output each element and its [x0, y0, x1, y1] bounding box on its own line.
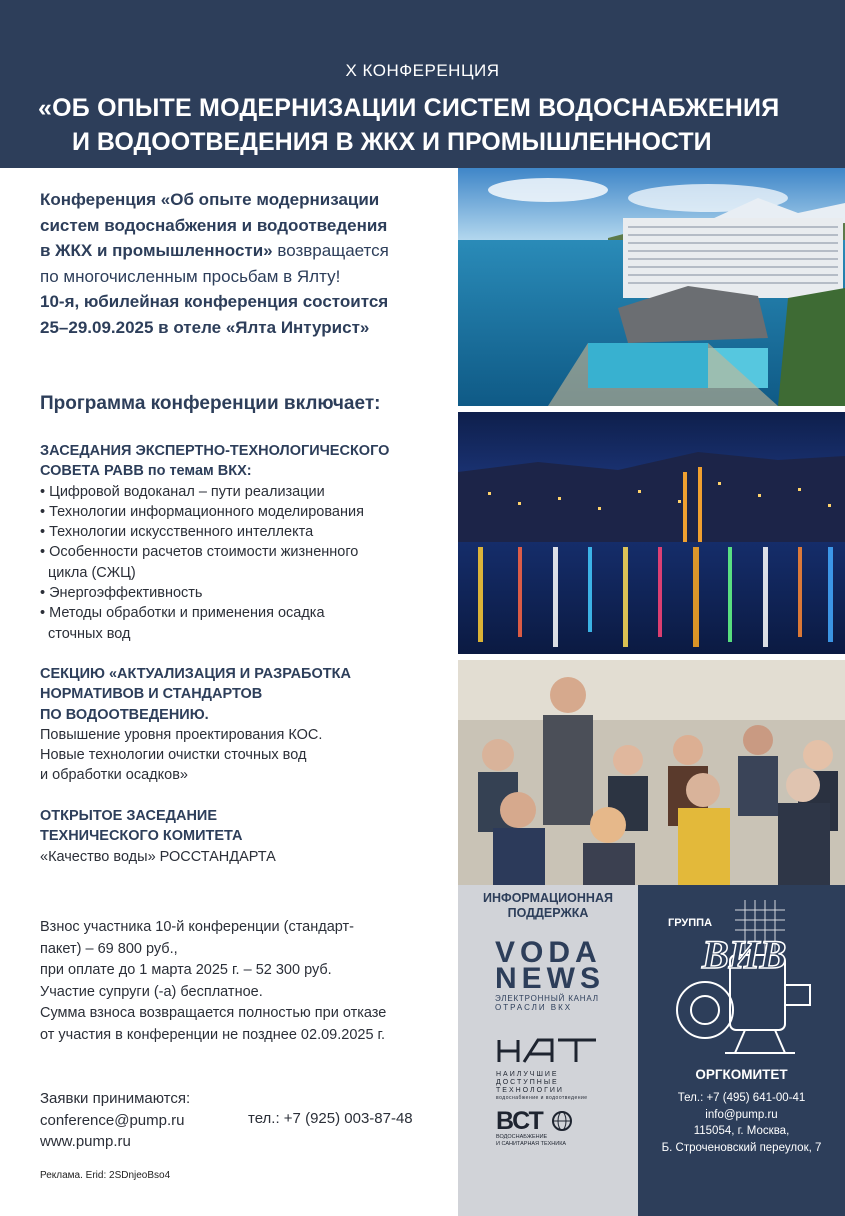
voda-news-sub: ОТРАСЛИ ВКХ — [495, 1003, 573, 1012]
list-item: • Энергоэффективность — [40, 585, 203, 602]
list-item: цикла (СЖЦ) — [48, 564, 136, 581]
voda-news-word: NEWS — [495, 962, 605, 995]
intro-line: по многочисленным просьбам в Ялту! — [40, 266, 341, 286]
section-line: Новые технологии очистки сточных вод — [40, 747, 307, 764]
ndt-sub: ТЕХНОЛОГИИ — [496, 1087, 564, 1094]
voda-news-logo — [495, 936, 605, 1012]
fee-line: Сумма взноса возвращается полностью при отказе — [40, 1005, 387, 1021]
section-heading: НОРМАТИВОВ И СТАНДАРТОВ — [40, 686, 263, 703]
applications-site-link[interactable]: www.pump.ru — [40, 1133, 131, 1150]
fee-line: от участия в конференции не позднее 02.09.2025 г. — [40, 1026, 386, 1043]
ndt-sub: водоснабжение и водоотведение — [496, 1095, 588, 1101]
section-heading: СЕКЦИЮ «АКТУАЛИЗАЦИЯ И РАЗРАБОТКА — [40, 666, 351, 682]
vst-name: ВСТ — [496, 1107, 543, 1135]
intro-line: в ЖКХ и промышленности» — [40, 241, 273, 261]
committee-line: «Качество воды» РОССТАНДАРТА — [40, 848, 276, 865]
fee-block — [40, 917, 450, 1046]
ndt-sub: НАИЛУЧШИЕ — [496, 1071, 559, 1078]
org-address: Б. Строченовский переулок, 7 — [661, 1141, 822, 1154]
ndt-logo — [496, 1036, 606, 1102]
conference-number: X КОНФЕРЕНЦИЯ — [345, 61, 500, 80]
info-support-line: ПОДДЕРЖКА — [507, 906, 589, 920]
list-item: • Цифровой водоканал – пути реализации — [40, 483, 325, 500]
yalta-night-photo — [458, 412, 845, 654]
section-line: и обработки осадков» — [40, 767, 188, 784]
council-heading: ЗАСЕДАНИЯ ЭКСПЕРТНО-ТЕХНОЛОГИЧЕСКОГО — [40, 443, 390, 459]
section-block — [40, 664, 450, 786]
vst-logo — [496, 1108, 606, 1148]
conference-title-line2: И ВОДООТВЕДЕНИЯ В ЖКХ И ПРОМЫШЛЕННОСТИ — [72, 128, 712, 156]
fee-line: Взнос участника 10-й конференции (стандарт- — [40, 919, 354, 935]
applications-label: Заявки принимаются: — [40, 1090, 191, 1107]
committee-heading: ТЕХНИЧЕСКОГО КОМИТЕТА — [40, 828, 243, 845]
vst-sub: И САНИТАРНАЯ ТЕХНИКА — [496, 1141, 567, 1147]
org-phone: Тел.: +7 (495) 641-00-41 — [677, 1092, 806, 1104]
fee-line: пакет) – 69 800 руб., — [40, 940, 178, 957]
org-address: 115054, г. Москва, — [693, 1125, 790, 1137]
list-item: • Технологии искусственного интеллекта — [40, 524, 314, 541]
group-label: ГРУППА — [668, 917, 713, 929]
section-heading: ПО ВОДООТВЕДЕНИЮ. — [40, 706, 209, 723]
committee-heading: ОТКРЫТОЕ ЗАСЕДАНИЕ — [40, 808, 218, 824]
header-banner — [0, 0, 845, 168]
ndt-sub: ДОСТУПНЫЕ — [496, 1079, 559, 1086]
list-item: сточных вод — [48, 625, 131, 642]
info-support-line: ИНФОРМАЦИОННАЯ — [483, 891, 613, 905]
list-item: • Методы обработки и применения осадка — [40, 605, 325, 622]
intro-line: систем водоснабжения и водоотведения — [40, 215, 388, 235]
hotel-day-photo — [458, 168, 845, 406]
intro-line: Конференция «Об опыте модернизации — [40, 190, 380, 209]
intro-line: 10-я, юбилейная конференция состоится — [40, 292, 389, 312]
audience-photo — [458, 660, 845, 885]
program-title: Программа конференции включает: — [40, 393, 381, 414]
org-email-link[interactable]: info@pump.ru — [705, 1108, 778, 1121]
intro-text — [40, 187, 445, 341]
section-line: Повышение уровня проектирования КОС. — [40, 726, 323, 743]
council-block — [40, 441, 450, 644]
intro-line: возвращается — [272, 241, 389, 261]
fee-line: при оплате до 1 марта 2025 г. – 52 300 руб. — [40, 962, 332, 978]
orgcommittee-contacts — [638, 1090, 845, 1156]
info-support-heading — [458, 891, 638, 921]
vst-globe-icon — [551, 1110, 573, 1132]
ndt-emblem-icon — [496, 1036, 600, 1066]
voda-news-word: VODA — [495, 936, 602, 969]
list-item: • Технологии информационного моделирования — [40, 503, 364, 520]
council-heading: СОВЕТА РАВВ по темам ВКХ: — [40, 463, 252, 480]
list-item: • Особенности расчетов стоимости жизненного — [40, 544, 359, 561]
applications-email-link[interactable]: conference@pump.ru — [40, 1111, 185, 1129]
voda-news-sub: ЭЛЕКТРОННЫЙ КАНАЛ — [495, 994, 599, 1003]
applications-phone: тел.: +7 (925) 003-87-48 — [248, 1110, 413, 1127]
fee-line: Участие супруги (-а) бесплатное. — [40, 983, 263, 1000]
committee-block — [40, 806, 450, 867]
orgcommittee-title: ОРГКОМИТЕТ — [695, 1067, 788, 1082]
conference-title-line1: «ОБ ОПЫТЕ МОДЕРНИЗАЦИИ СИСТЕМ ВОДОСНАБЖЕНИЯ — [38, 94, 780, 122]
intro-line: 25–29.09.2025 в отеле «Ялта Интурист» — [40, 317, 370, 337]
vst-sub: ВОДОСНАБЖЕНИЕ — [496, 1134, 548, 1140]
ad-note: Реклама. Erid: 2SDnjeoBso4 — [40, 1170, 171, 1181]
viv-group-logo — [660, 895, 830, 1060]
viv-logo-text: ВИВ — [702, 932, 787, 977]
